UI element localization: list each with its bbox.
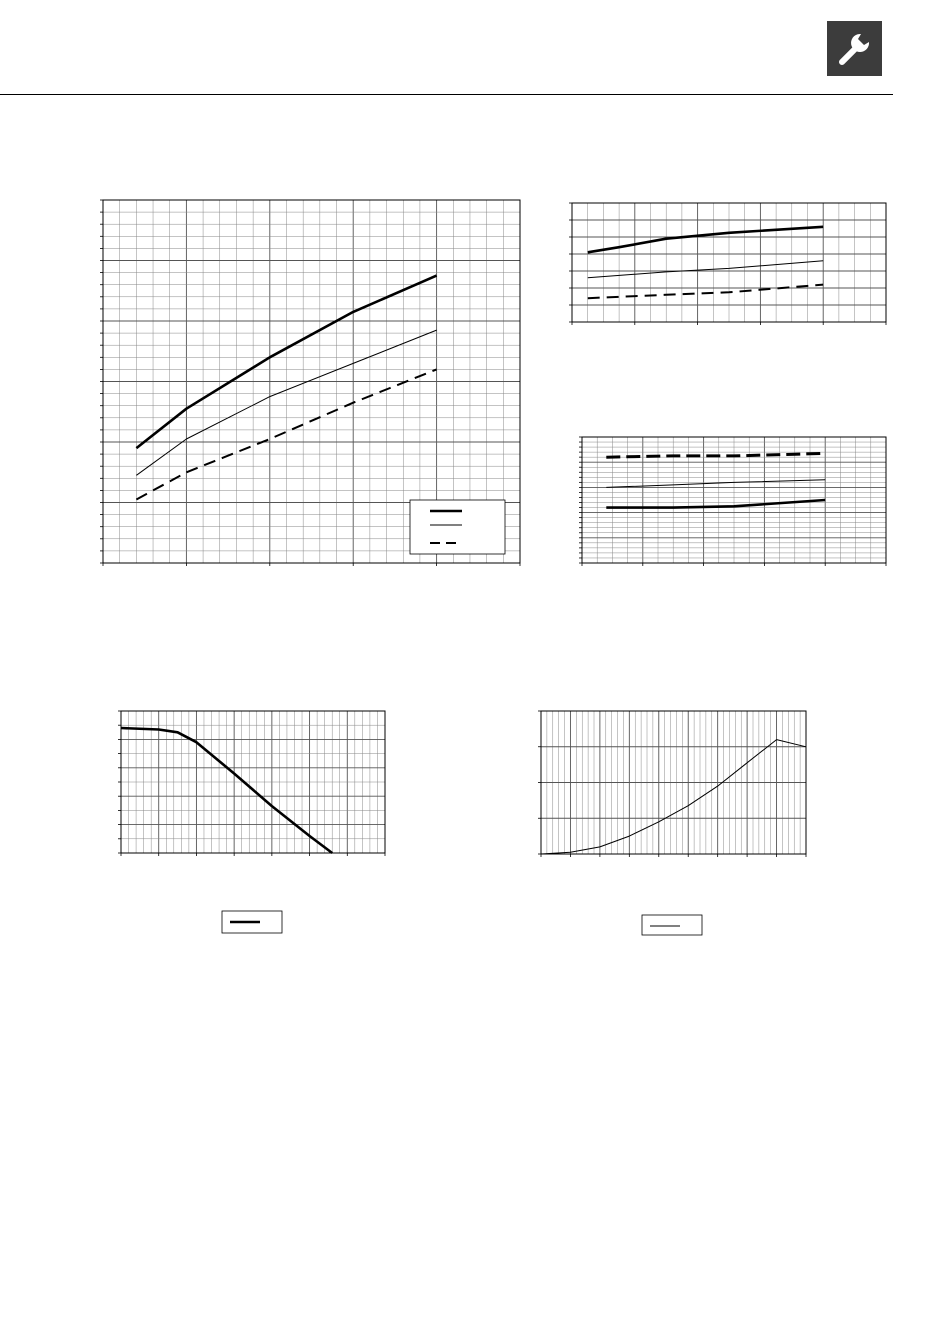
series-line-1 (541, 740, 806, 854)
series-line-1 (588, 227, 824, 253)
series-line-3 (588, 285, 824, 299)
series-line-3 (606, 500, 825, 508)
series-line-1 (606, 453, 825, 457)
legend-main (410, 500, 505, 554)
series-line-2 (588, 261, 824, 278)
series-line-2 (606, 480, 825, 488)
legend-bottom-right (642, 915, 702, 935)
